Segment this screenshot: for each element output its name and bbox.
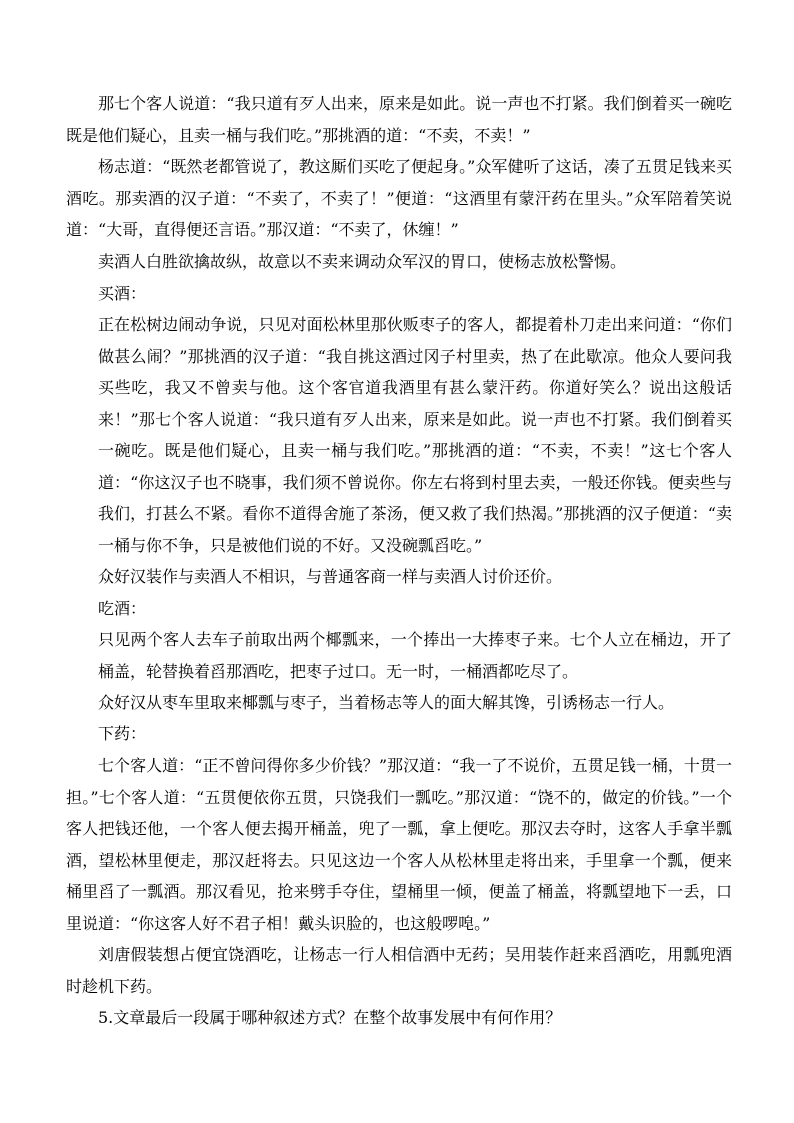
section-heading-buy-wine: 买酒：: [98, 284, 147, 303]
paragraph-drink-wine-text: 只见两个客人去车子前取出两个椰瓢来，一个捧出一大捧枣子来。七个人立在桶边，开了桶盖，轮替换着舀那酒吃，把枣子过口。无一时，一桶酒都吃尽了。: [98, 630, 732, 681]
paragraph-buy-wine-text: 正在松树边闹动争说，只见对面松林里那伙贩枣子的客人，都提着朴刀走出来问道：“你们做甚么闹？”那挑酒的汉子道：“我自挑这酒过冈子村里卖，热了在此歇凉。他众人要问我买些吃，我又不曾卖与他。这个客官道我酒里有甚么蒙汗药。你道好笑么？说出这般话来！”那七个客人说道：“我只道有歹人出来，原来是如此。说一声也不打紧。我们倒着买一碗吃。既是他们疑心，且卖一桶与我们吃。”那挑酒的道：“不卖，不卖！”这七个客人道：“你这汉子也不晓事，我们须不曾说你。你左右将到村里去卖，一般还你钱。便卖些与我们，打甚么不紧。看你不道得舍施了茶汤，便又救了我们热渴。”那挑酒的汉子便道：“卖一桶与你不争，只是被他们说的不好。又没碗瓢舀吃。”: [98, 315, 732, 555]
section-heading-drug: 下药：: [98, 724, 147, 743]
paragraph-drug-text: 七个客人道：“正不曾问得你多少价钱？”那汉道：“我一了不说价，五贯足钱一桶，十贯一担。”七个客人道：“五贯便依你五贯，只饶我们一瓢吃。”那汉道：“饶不的，做定的价钱。”一个客人把钱还他，一个客人便去揭开桶盖，兜了一瓢，拿上便吃。那汉去夺时，这客人手拿半瓢酒，望松林里便走，那汉赶将去。只见这边一个客人从松林里走将出来，手里拿一个瓢，便来桶里舀了一瓢酒。那汉看见，抢来劈手夺住，望桶里一倾，便盖了桶盖，将瓢望地下一丢，口里说道：“你这客人好不君子相！戴头识脸的，也这般啰唣。”: [66, 756, 732, 933]
paragraph-analysis-liu-tang-wu-yong: 刘唐假装想占便宜饶酒吃，让杨志一行人相信酒中无药；吴用装作赶来舀酒吃，用瓢兜酒时趁机下药。: [66, 945, 732, 996]
paragraph-customers-speak: 那七个客人说道：“我只道有歹人出来，原来是如此。说一声也不打紧。我们倒着买一碗吃既是他们疑心，且卖一桶与我们吃。”那挑酒的道：“不卖，不卖！”: [66, 94, 732, 145]
paragraph-analysis-lure: 众好汉从枣车里取来椰瓢与枣子，当着杨志等人的面大解其馋，引诱杨志一行人。: [98, 693, 675, 712]
question-5: 5.文章最后一段属于哪种叙述方式？在整个故事发展中有何作用？: [98, 1008, 562, 1027]
section-heading-drink-wine: 吃酒：: [98, 599, 147, 618]
paragraph-yang-zhi-speaks: 杨志道：“既然老都管说了，教这厮们买吃了便起身。”众军健听了这话，凑了五贯足钱来买酒吃。那卖酒的汉子道：“不卖了，不卖了！”便道：“这酒里有蒙汗药在里头。”众军陪着笑说道：“大哥，直得便还言语。”那汉道：“不卖了，休缠！”: [66, 157, 732, 239]
paragraph-analysis-haggling: 众好汉装作与卖酒人不相识，与普通客商一样与卖酒人讨价还价。: [98, 567, 563, 586]
paragraph-analysis-bai-sheng: 卖酒人白胜欲擒故纵，故意以不卖来调动众军汉的胃口，使杨志放松警惕。: [98, 252, 627, 271]
